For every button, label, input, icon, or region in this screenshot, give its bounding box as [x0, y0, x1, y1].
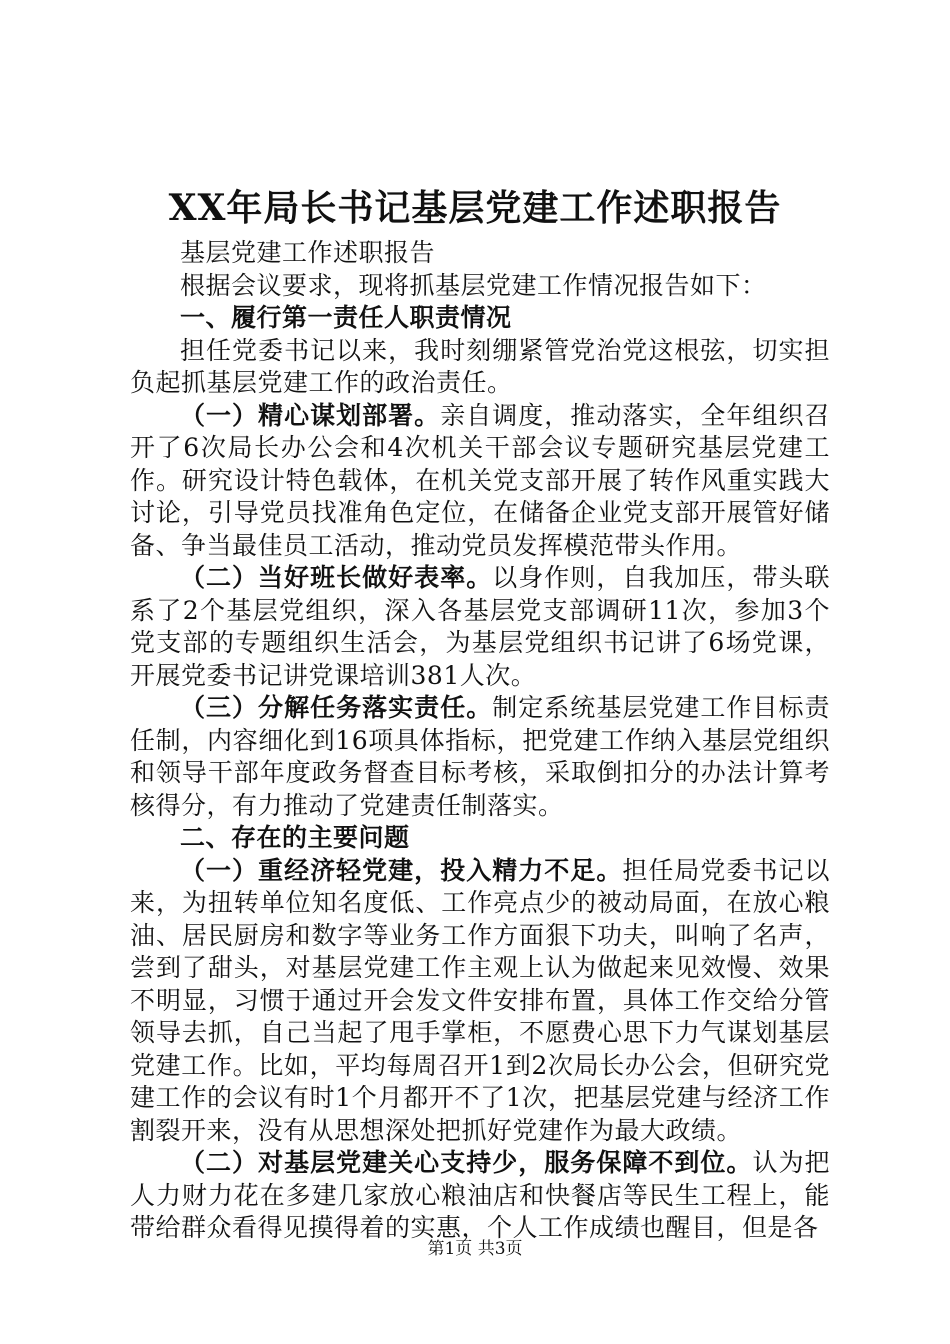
item-lead: （二）对基层党建关心支持少，服务保障不到位。: [180, 1148, 753, 1177]
section-1-item-1: [130, 400, 830, 563]
document-body: [130, 237, 830, 1245]
item-text: 以身作则，自我加压，带头联系了2个基层党组织，深入各基层党支部调研11次，参加3个党支部的专题组织生活会，为基层党组织书记讲了6场党课，开展党委书记讲党课培训381人次。: [130, 563, 830, 690]
item-lead: （二）当好班长做好表率。: [180, 563, 493, 592]
item-text: 认为把人力财力花在多建几家放心粮油店和快餐店等民生工程上，能带给群众看得见摸得着的实惠，个人工作成绩也醒目，但是各: [130, 1148, 830, 1242]
section-1-item-2: [130, 562, 830, 692]
item-text: 制定系统基层党建工作目标责任制，内容细化到16项具体指标，把党建工作纳入基层党组织和领导干部年度政务督查目标考核，采取倒扣分的办法计算考核得分，有力推动了党建责任制落实。: [130, 693, 830, 820]
section-1-heading: 一、履行第一责任人职责情况: [180, 303, 512, 332]
item-lead: （一）重经济轻党建，投入精力不足。: [180, 855, 623, 885]
section-1-item-3: [130, 692, 830, 822]
item-lead: （三）分解任务落实责任。: [180, 693, 493, 722]
section-2-item-2: [130, 1147, 830, 1245]
section-1-paragraph: 担任党委书记以来，我时刻绷紧管党治党这根弦，切实担负起抓基层党建工作的政治责任。: [130, 335, 830, 397]
document-title: XX年局长书记基层党建工作述职报告: [168, 187, 782, 229]
item-lead: （一）精心谋划部署。: [180, 400, 441, 430]
page-number: 第1页 共3页: [427, 1239, 523, 1259]
item-text: 担任局党委书记以来，为扭转单位知名度低、工作亮点少的被动局面，在放心粮油、居民厨房和数字等业务工作方面狠下功夫，叫响了名声，尝到了甜头，对基层党建工作主观上认为做起来见效慢、效果不明显，习惯于通过开会发文件安排布置，具体工作交给分管领导去抓，自己当起了甩手掌柜，不愿费心思下力气谋划基层党建工作。比如，平均每周召开1到2次局长办公会，但研究党建工作的会议有时1个月都开不了1次，把基层党建与经济工作割裂开来，没有从思想深处把抓好党建作为最大政绩。: [130, 855, 830, 1145]
item-text: 亲自调度，推动落实，全年组织召开了6次局长办公会和4次机关干部会议专题研究基层党建工作。研究设计特色载体，在机关党支部开展了转作风重实践大讨论，引导党员找准角色定位，在储备企业党支部开展管好储备、争当最佳员工活动，推动党员发挥模范带头作用。: [130, 400, 830, 560]
section-2-item-1: [130, 855, 830, 1148]
section-2-heading: 二、存在的主要问题: [180, 823, 410, 852]
intro-paragraph: 根据会议要求，现将抓基层党建工作情况报告如下：: [180, 270, 767, 300]
subtitle-paragraph: 基层党建工作述职报告: [180, 238, 436, 267]
